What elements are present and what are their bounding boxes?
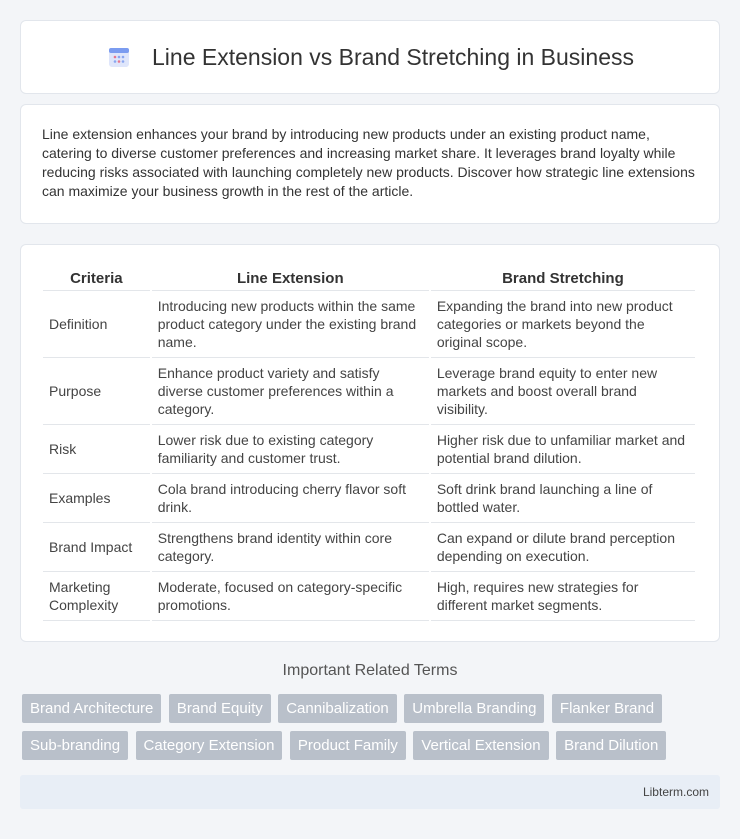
related-term-tag[interactable]: Vertical Extension [413,731,548,760]
intro-card [20,104,720,224]
criteria-cell: Examples [43,474,150,523]
line-extension-cell: Introducing new products within the same product category under the existing brand name. [152,291,429,358]
brand-stretching-cell: Leverage brand equity to enter new markets and boost overall brand visibility. [431,358,695,425]
table-row [43,425,695,474]
brand-stretching-cell: Soft drink brand launching a line of bottled water. [431,474,695,523]
table-row [43,523,695,572]
line-extension-cell: Lower risk due to existing category familiarity and customer trust. [152,425,429,474]
comparison-card [20,244,720,642]
related-term-tag[interactable]: Category Extension [136,731,283,760]
criteria-cell: Definition [43,291,150,358]
line-extension-cell: Strengthens brand identity within core category. [152,523,429,572]
related-term-tag[interactable]: Product Family [290,731,406,760]
header-card [20,20,720,94]
footer [20,775,720,809]
page-title: Line Extension vs Brand Stretching in Business [152,43,634,70]
related-terms-list [22,694,722,768]
criteria-cell: Risk [43,425,150,474]
related-term-tag[interactable]: Flanker Brand [552,694,662,723]
related-term-tag[interactable]: Cannibalization [278,694,397,723]
table-header-row [43,265,695,291]
related-term-tag[interactable]: Brand Architecture [22,694,161,723]
footer-site-link[interactable]: Libterm.com [642,785,709,799]
brand-stretching-cell: Can expand or dilute brand perception depending on execution. [431,523,695,572]
related-term-tag[interactable]: Sub-branding [22,731,128,760]
line-extension-cell: Enhance product variety and satisfy diverse customer preferences within a category. [152,358,429,425]
related-term-tag[interactable]: Brand Dilution [556,731,666,760]
header-criteria: Criteria [43,265,150,291]
calendar-icon [106,44,132,70]
brand-stretching-cell: High, requires new strategies for different market segments. [431,572,695,621]
header-brand-stretching: Brand Stretching [431,265,695,291]
table-row [43,291,695,358]
line-extension-cell: Cola brand introducing cherry flavor soft drink. [152,474,429,523]
header-line-extension: Line Extension [152,265,429,291]
criteria-cell: Purpose [43,358,150,425]
line-extension-cell: Moderate, focused on category-specific promotions. [152,572,429,621]
table-row [43,358,695,425]
brand-stretching-cell: Higher risk due to unfamiliar market and potential brand dilution. [431,425,695,474]
related-terms-title: Important Related Terms [282,662,458,679]
related-term-tag[interactable]: Brand Equity [169,694,271,723]
criteria-cell: Marketing Complexity [43,572,150,621]
brand-stretching-cell: Expanding the brand into new product categories or markets beyond the original scope. [431,291,695,358]
comparison-table [41,265,697,621]
table-row [43,474,695,523]
related-term-tag[interactable]: Umbrella Branding [404,694,544,723]
table-row [43,572,695,621]
intro-text: Line extension enhances your brand by introducing new products under an existing product name, catering to diverse customer preferences and increasing market share. It leverages brand loyalty while reducing risks associated with launching completely new products. Discover how strategic line extensions can maximize your business growth in the rest of the article. [42,126,695,199]
criteria-cell: Brand Impact [43,523,150,572]
